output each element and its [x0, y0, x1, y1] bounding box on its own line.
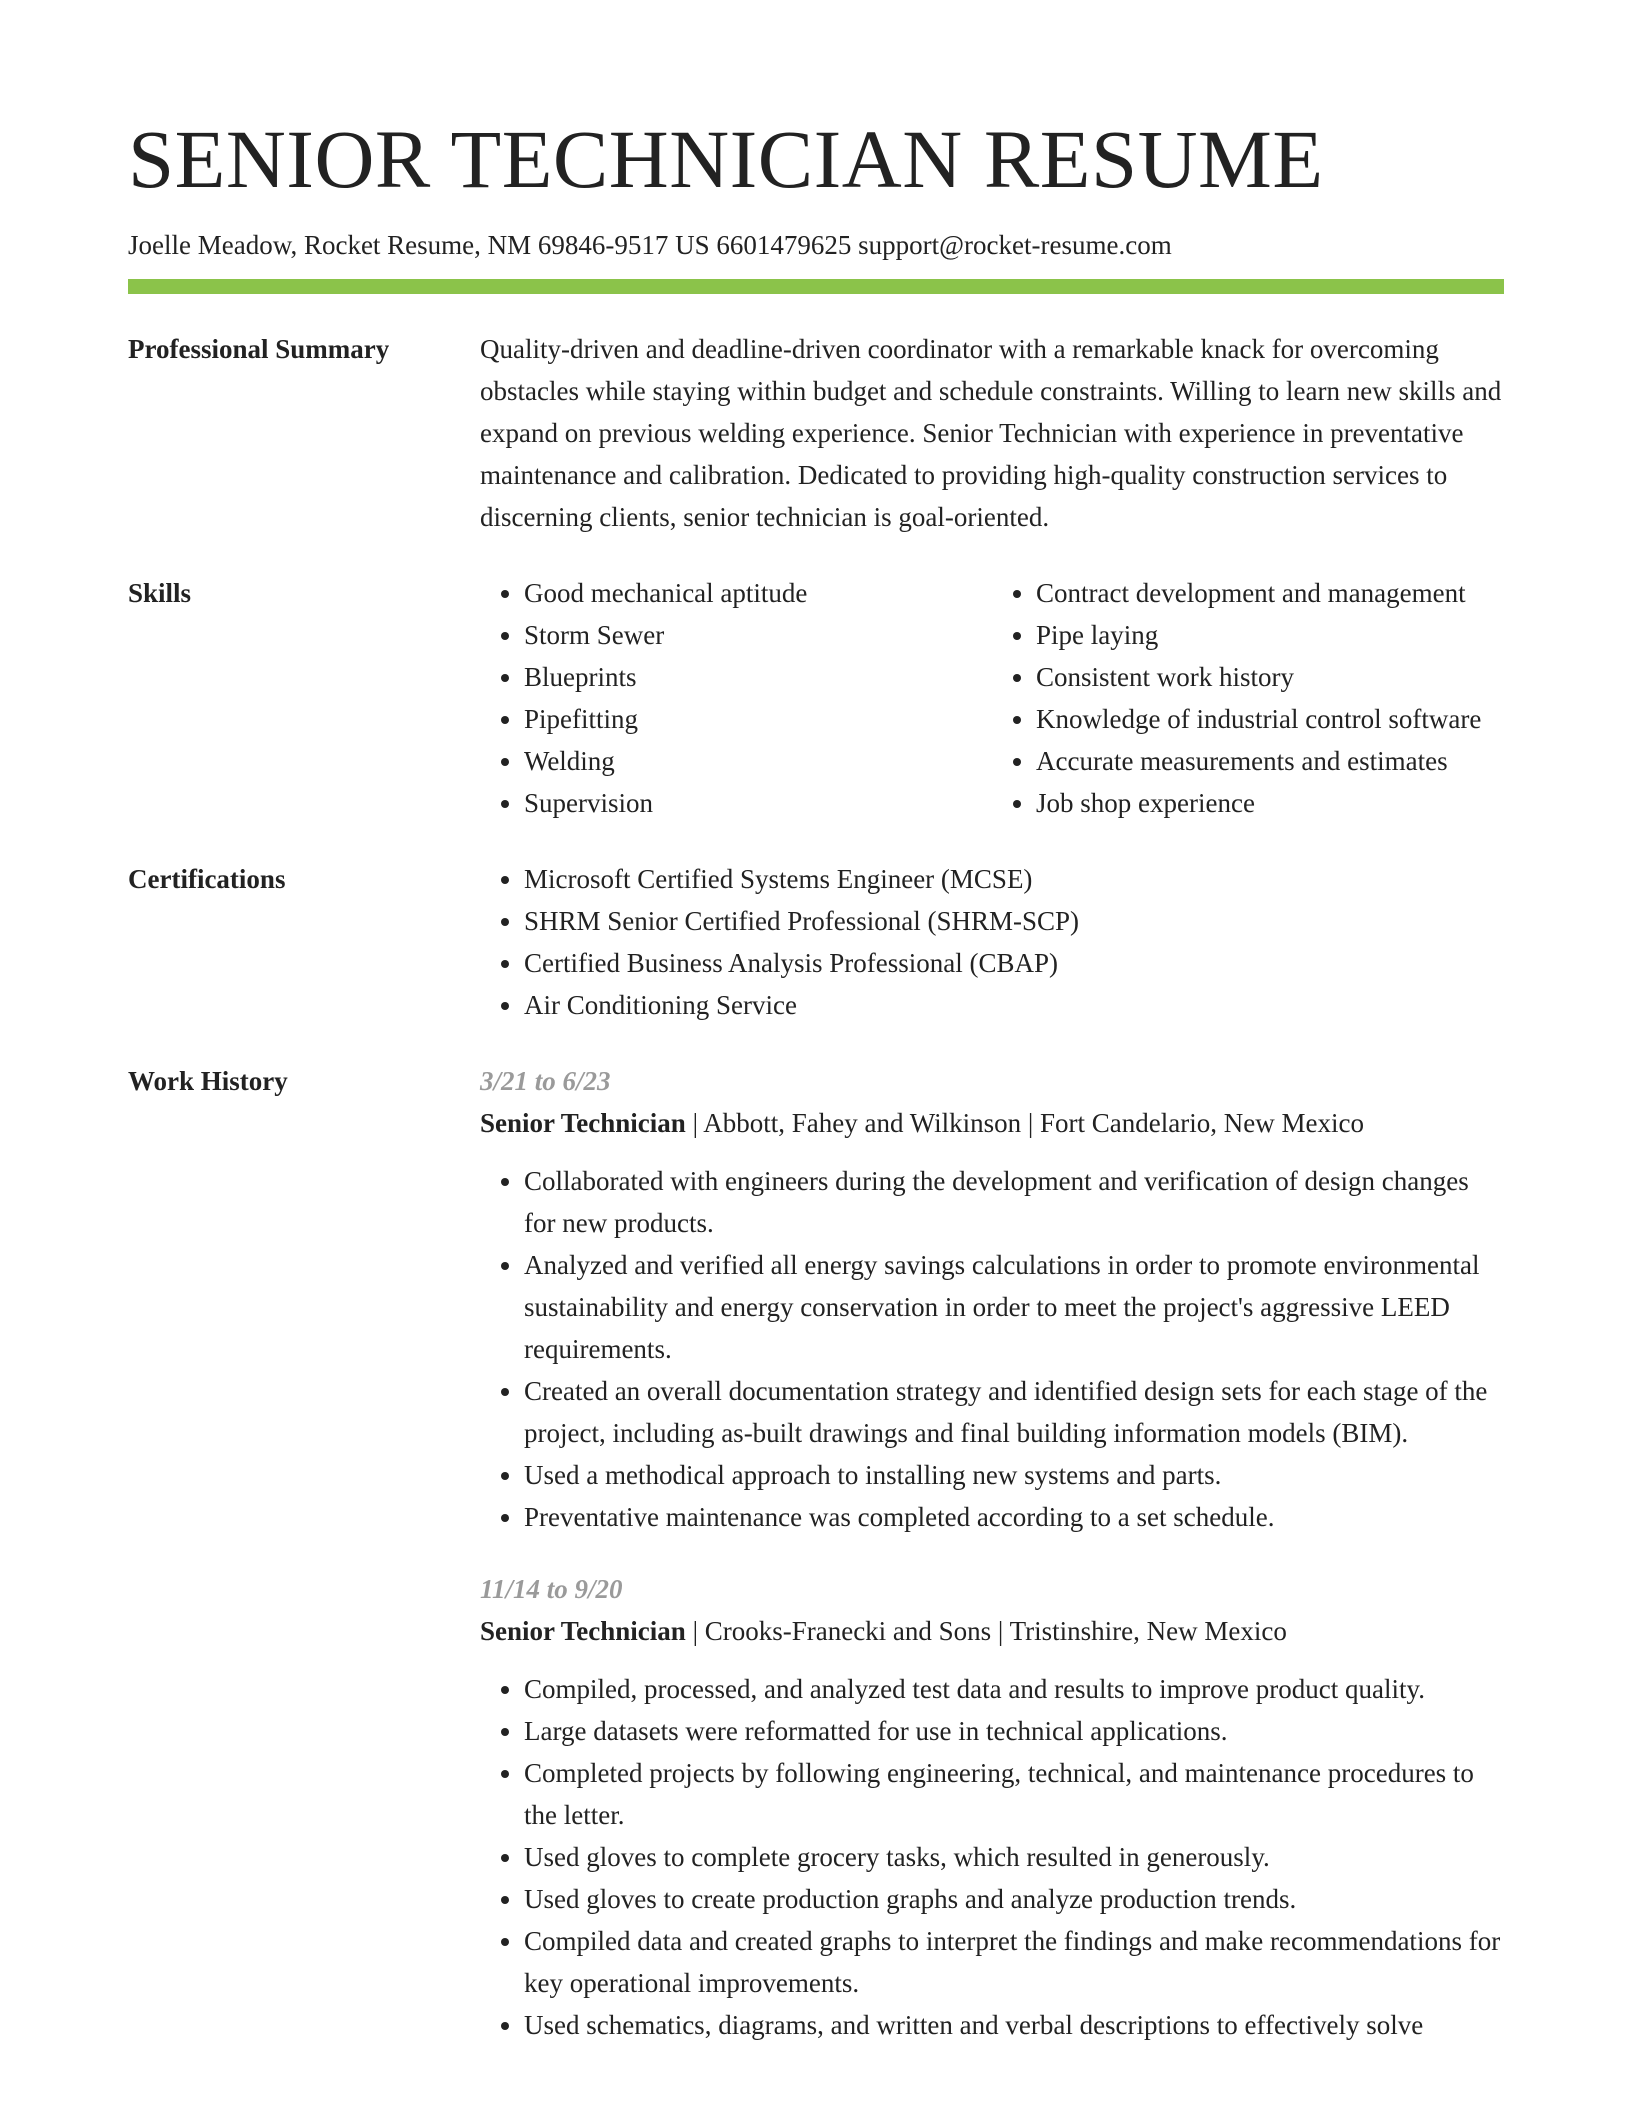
job-bullet: • Analyzed and verified all energy savings calculations in order to promote environmental sustainability and energy conservation in order to meet the project's aggressive LEED requirements.	[524, 1244, 1504, 1370]
job-bullets	[480, 1668, 1504, 2046]
certification-item: • Microsoft Certified Systems Engineer (MCSE)	[524, 858, 1504, 900]
job-title: Senior Technician	[480, 1616, 686, 1647]
work-history-label: Work History	[128, 1066, 288, 1097]
resume-page	[128, 113, 1504, 2076]
certification-item: • Certified Business Analysis Professional (CBAP)	[524, 942, 1504, 984]
skill-item: • Knowledge of industrial control software	[1036, 698, 1504, 740]
job-heading	[480, 1610, 1504, 1652]
certifications-list	[480, 858, 1504, 1026]
skills-label: Skills	[128, 578, 192, 609]
job-bullet: • Created an overall documentation strategy and identified design sets for each stage of the project, including as-built drawings and final building information models (BIM).	[524, 1370, 1504, 1454]
skill-item: • Job shop experience	[1036, 782, 1504, 824]
job-title: Senior Technician	[480, 1108, 686, 1139]
job-bullet: • Used gloves to complete grocery tasks, which resulted in generously.	[524, 1836, 1504, 1878]
skill-item: • Supervision	[524, 782, 992, 824]
job-bullet: • Used gloves to create production graphs and analyze production trends.	[524, 1878, 1504, 1920]
job-bullet: • Used a methodical approach to installing new systems and parts.	[524, 1454, 1504, 1496]
job-dates: 3/21 to 6/23	[480, 1066, 611, 1097]
certifications-section	[128, 858, 1504, 1026]
skill-item: • Blueprints	[524, 656, 992, 698]
job-bullet: • Collaborated with engineers during the development and verification of design changes for new products.	[524, 1160, 1504, 1244]
job-details: | Abbott, Fahey and Wilkinson | Fort Candelario, New Mexico	[685, 1108, 1364, 1139]
skill-item: • Accurate measurements and estimates	[1036, 740, 1504, 782]
skill-item: • Pipe laying	[1036, 614, 1504, 656]
job-dates: 11/14 to 9/20	[480, 1574, 623, 1605]
job-bullet: • Large datasets were reformatted for use in technical applications.	[524, 1710, 1504, 1752]
job-bullet: • Completed projects by following engineering, technical, and maintenance procedures to the letter.	[524, 1752, 1504, 1836]
skills-list-right	[992, 572, 1504, 824]
summary-text: Quality-driven and deadline-driven coordinator with a remarkable knack for overcoming obstacles while staying within budget and schedule constraints. Willing to learn new skills and expand on previous welding experience. Senior Technician with experience in preventative maintenance and calibration. Dedicated to providing high-quality construction services to discerning clients, senior technician is goal-oriented.	[480, 334, 1502, 533]
job-bullet: • Compiled, processed, and analyzed test data and results to improve product quality.	[524, 1668, 1504, 1710]
job-details: | Crooks-Franecki and Sons | Tristinshire, New Mexico	[685, 1616, 1287, 1647]
header-divider	[128, 279, 1504, 294]
skill-item: • Storm Sewer	[524, 614, 992, 656]
skill-item: • Good mechanical aptitude	[524, 572, 992, 614]
summary-label: Professional Summary	[128, 334, 390, 365]
job-entry	[480, 1568, 1504, 2046]
job-bullet: • Preventative maintenance was completed according to a set schedule.	[524, 1496, 1504, 1538]
contact-line: Joelle Meadow, Rocket Resume, NM 69846-9517 US 6601479625 support@rocket-resume.com	[128, 230, 1172, 260]
job-bullets	[480, 1160, 1504, 1538]
skill-item: • Consistent work history	[1036, 656, 1504, 698]
skills-list-left	[480, 572, 992, 824]
skill-item: • Pipefitting	[524, 698, 992, 740]
certifications-label: Certifications	[128, 864, 286, 895]
skill-item: • Welding	[524, 740, 992, 782]
resume-title: SENIOR TECHNICIAN RESUME	[128, 113, 1324, 205]
job-bullet: • Used schematics, diagrams, and written and verbal descriptions to effectively solve	[524, 2004, 1504, 2046]
summary-section	[128, 328, 1504, 538]
work-history-section	[128, 1060, 1504, 2076]
job-entry	[480, 1060, 1504, 1538]
skill-item: • Contract development and management	[1036, 572, 1504, 614]
skills-section	[128, 572, 1504, 824]
certification-item: • SHRM Senior Certified Professional (SHRM-SCP)	[524, 900, 1504, 942]
job-bullet: • Compiled data and created graphs to interpret the findings and make recommendations for key operational improvements.	[524, 1920, 1504, 2004]
certification-item: • Air Conditioning Service	[524, 984, 1504, 1026]
job-heading	[480, 1102, 1504, 1144]
